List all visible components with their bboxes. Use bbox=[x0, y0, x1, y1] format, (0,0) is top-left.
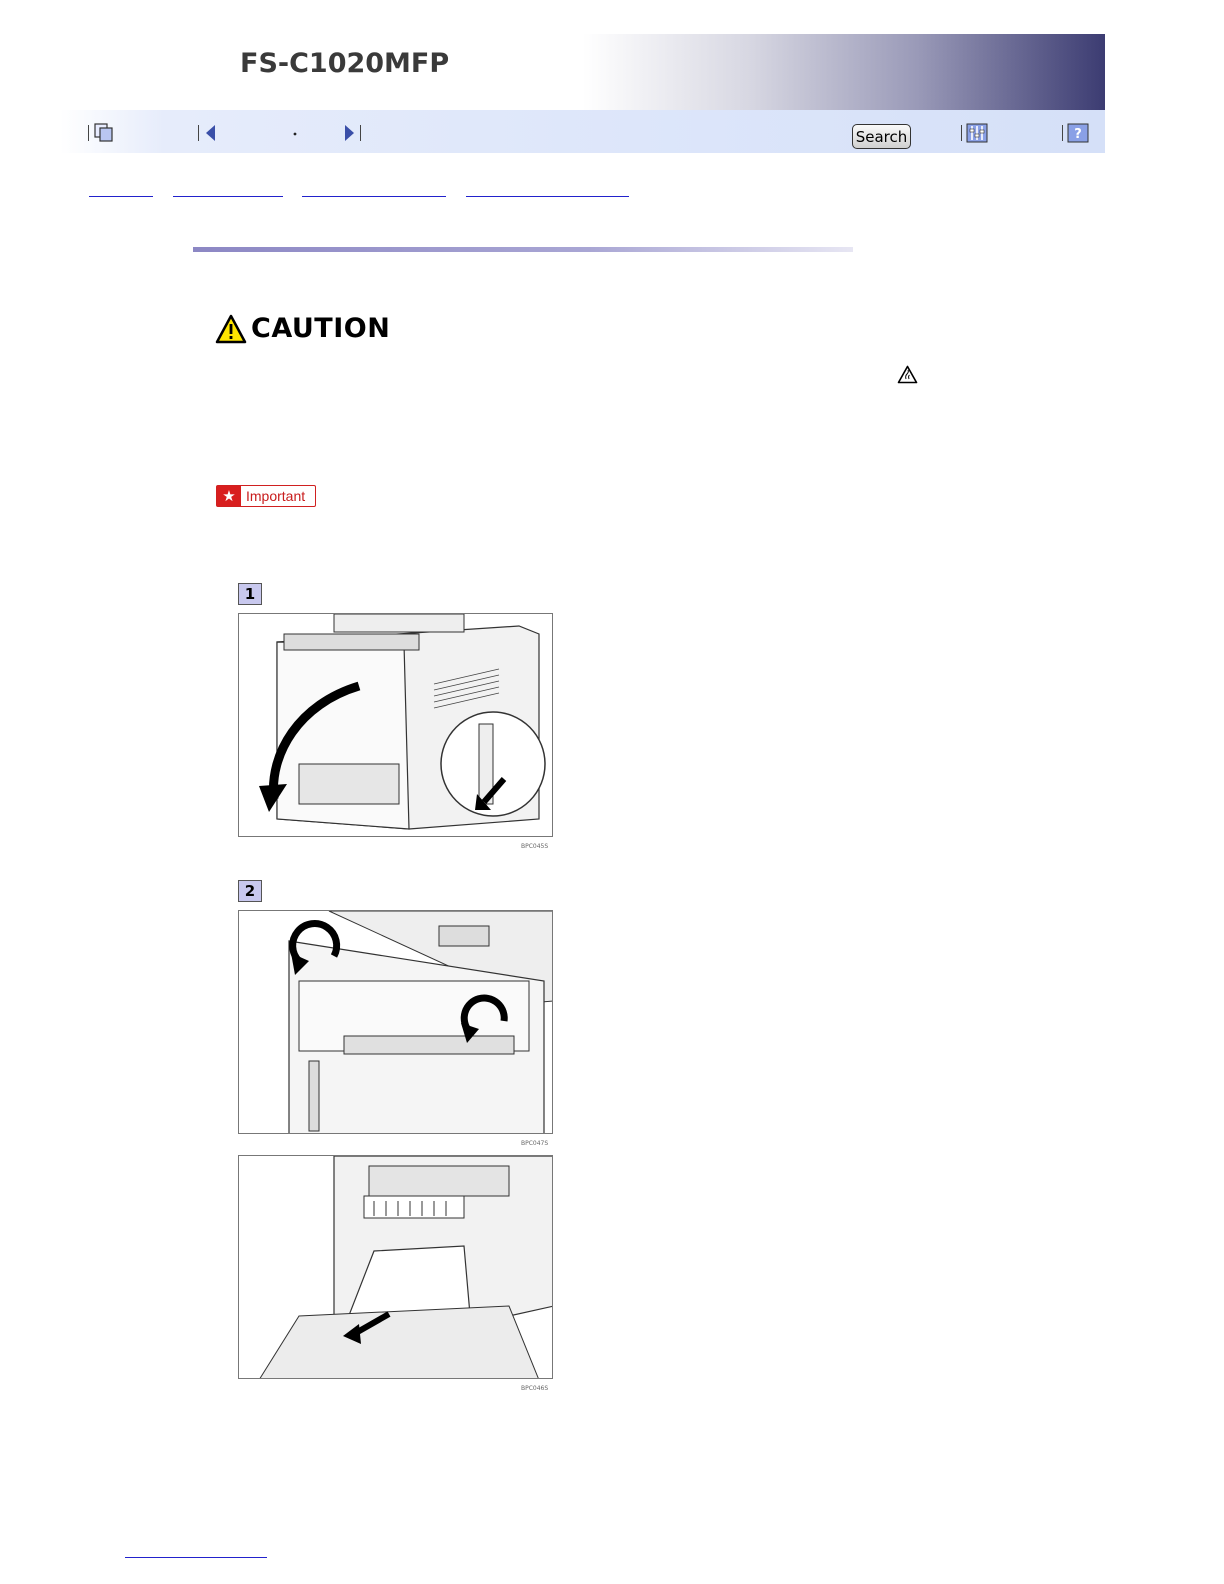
settings-button[interactable] bbox=[961, 123, 988, 143]
breadcrumb-link-1[interactable] bbox=[89, 196, 153, 197]
first-page-button[interactable] bbox=[198, 123, 217, 143]
figure-caption: BPC047S bbox=[521, 1140, 549, 1147]
svg-text:?: ? bbox=[1074, 127, 1082, 142]
first-page-icon bbox=[203, 123, 217, 143]
pages-button[interactable] bbox=[88, 123, 115, 143]
star-icon: ★ bbox=[217, 486, 241, 506]
product-title: FS-C1020MFP bbox=[240, 48, 450, 79]
footer-link[interactable] bbox=[125, 1557, 267, 1558]
remove-jammed-paper-illustration bbox=[239, 1156, 553, 1379]
figure-remove-paper bbox=[238, 1155, 553, 1379]
help-button[interactable] bbox=[1062, 123, 1089, 143]
caution-label: CAUTION bbox=[251, 313, 391, 344]
help-icon bbox=[1067, 123, 1089, 143]
breadcrumb-link-2[interactable] bbox=[173, 196, 283, 197]
step-badge-1: 1 bbox=[238, 583, 262, 605]
fusing-unit-levers-illustration bbox=[239, 911, 553, 1134]
last-page-button[interactable] bbox=[343, 123, 365, 143]
header-banner bbox=[60, 34, 1105, 110]
figure-caption: BPC046S bbox=[521, 1385, 549, 1392]
separator bbox=[360, 125, 361, 141]
separator bbox=[88, 125, 89, 141]
separator bbox=[1062, 125, 1063, 141]
search-button[interactable]: Search bbox=[852, 124, 911, 149]
figure-caption: BPC045S bbox=[521, 843, 549, 850]
step-badge-2: 2 bbox=[238, 880, 262, 902]
page-dot-button[interactable] bbox=[292, 123, 298, 143]
figure-open-front-cover bbox=[238, 613, 553, 837]
caution-heading bbox=[215, 313, 390, 344]
title-rule bbox=[193, 247, 853, 252]
breadcrumb-link-4[interactable] bbox=[466, 196, 629, 197]
last-page-icon bbox=[343, 123, 357, 143]
page-dot-icon bbox=[292, 123, 298, 143]
settings-icon bbox=[966, 123, 988, 143]
important-label: Important bbox=[246, 488, 306, 504]
figure-release-levers bbox=[238, 910, 553, 1134]
separator bbox=[198, 125, 199, 141]
printer-front-cover-illustration bbox=[239, 614, 553, 837]
breadcrumb-link-3[interactable] bbox=[302, 196, 446, 197]
warning-triangle-icon bbox=[215, 314, 247, 344]
important-badge bbox=[216, 485, 316, 507]
separator bbox=[961, 125, 962, 141]
hot-surface-warning-icon bbox=[897, 365, 918, 384]
pages-icon bbox=[93, 123, 115, 143]
